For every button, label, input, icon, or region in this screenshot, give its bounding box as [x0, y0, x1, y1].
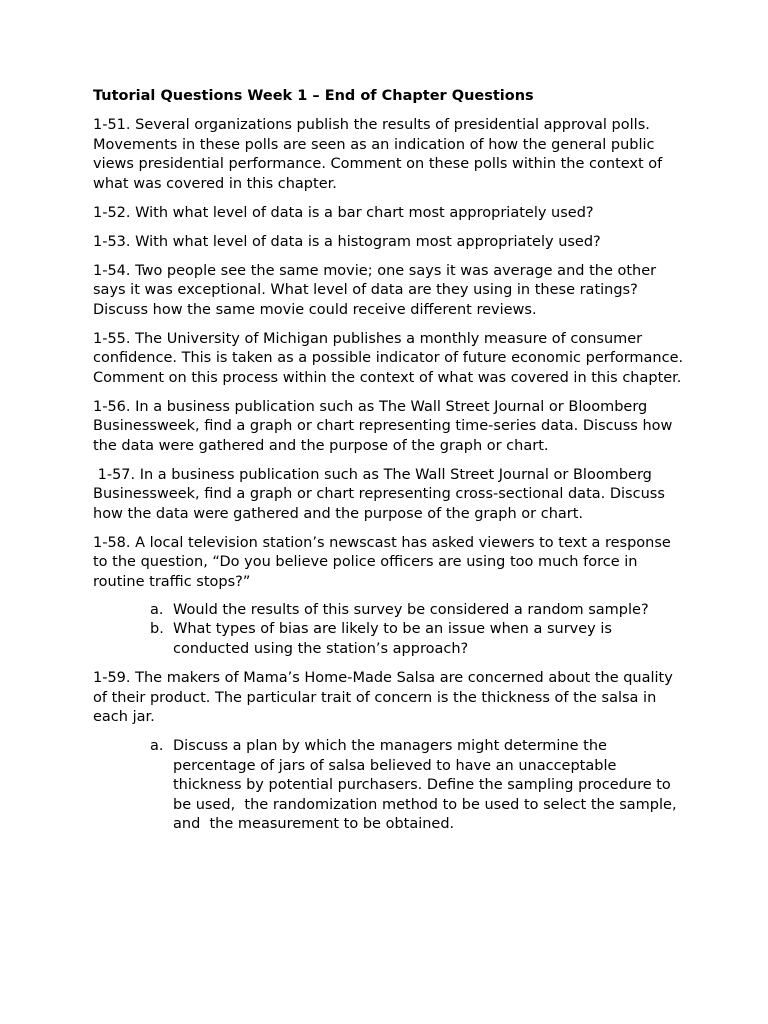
list-item: [150, 737, 688, 835]
question-1-58: 1-58. A local television station’s newscast has asked viewers to text a response to the question, “Do you believe police officers are using too much force in routine traffic stops?”: [93, 534, 671, 590]
list-item-text: Discuss a plan by which the managers might determine the percentage of jars of salsa believed to have an unacceptable thickness by potential purchasers. Define the sampling procedure to be used, the randomization method to be used to select the sample, and the measurement to be obtained.: [173, 738, 682, 832]
list-marker: a.: [150, 601, 164, 618]
question-1-51: 1-51. Several organizations publish the results of presidential approval polls. Movements in these polls are seen as an indication of how the general public views presidential performance. Comment on these polls within the context of what was covered in this chapter.: [93, 117, 663, 192]
document-title: Tutorial Questions Week 1 – End of Chapter Questions: [93, 88, 534, 104]
list-marker: a.: [150, 738, 164, 754]
list-item-text: What types of bias are likely to be an issue when a survey is conducted using the station’s approach?: [173, 621, 612, 657]
list-item: [150, 620, 688, 659]
question-1-59-subitems: [93, 737, 688, 835]
list-item-text: Would the results of this survey be considered a random sample?: [173, 601, 649, 618]
question-1-52: 1-52. With what level of data is a bar chart most appropriately used?: [93, 204, 594, 221]
question-1-53: 1-53. With what level of data is a histogram most appropriately used?: [93, 233, 601, 250]
question-1-59: 1-59. The makers of Mama’s Home-Made Salsa are concerned about the quality of their product. The particular trait of concern is the thickness of the salsa in each jar.: [93, 670, 673, 725]
question-1-57: 1-57. In a business publication such as The Wall Street Journal or Bloomberg Businessweek, find a graph or chart representing cross-sectional data. Discuss how the data were gathered and the purpose of the graph or chart.: [93, 466, 670, 522]
question-1-54: 1-54. Two people see the same movie; one says it was average and the other says it was exceptional. What level of data are they using in these ratings? Discuss how the same movie could receive different reviews.: [93, 262, 657, 318]
question-1-58-subitems: [93, 601, 688, 660]
list-item: [150, 601, 688, 621]
question-1-55: 1-55. The University of Michigan publishes a monthly measure of consumer confidence. This is taken as a possible indicator of future economic performance. Comment on this process within the context of what was covered in this chapter.: [93, 330, 684, 386]
list-marker: b.: [150, 621, 164, 637]
question-1-56: 1-56. In a business publication such as The Wall Street Journal or Bloomberg Businessweek, find a graph or chart representing time-series data. Discuss how the data were gathered and the purpose of the graph or chart.: [93, 398, 673, 454]
